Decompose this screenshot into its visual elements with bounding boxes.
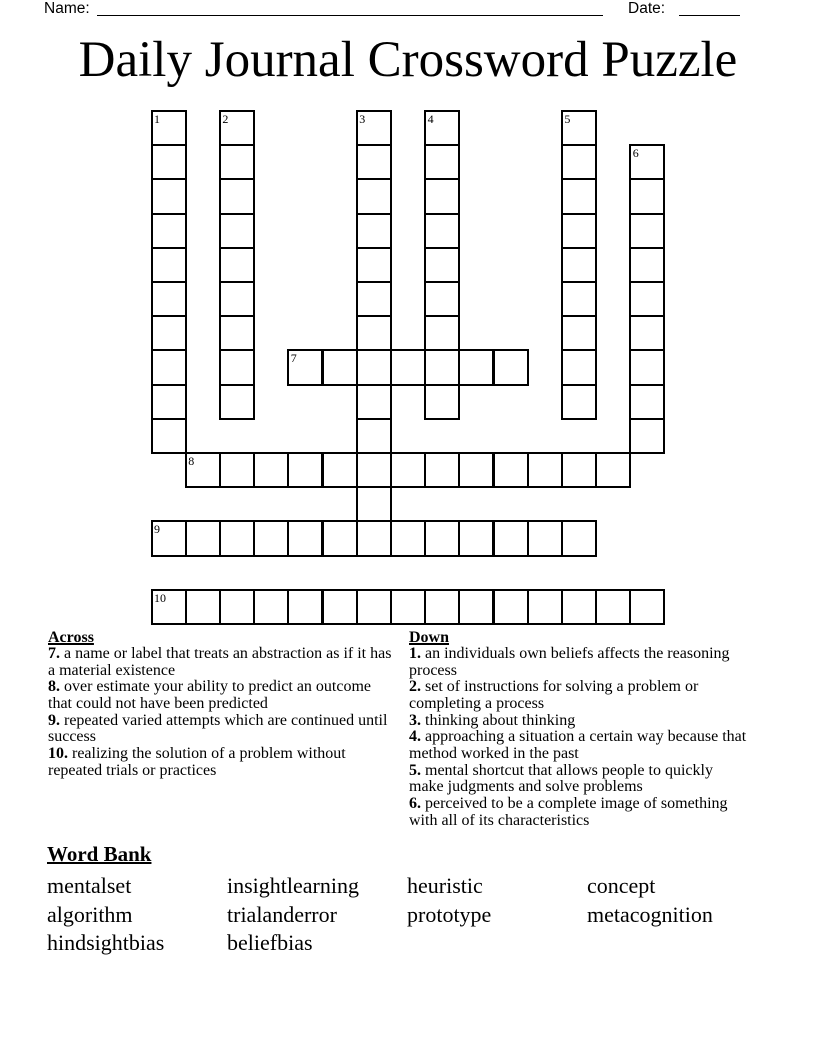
grid-cell[interactable] <box>561 384 597 420</box>
word-bank-columns <box>47 872 767 958</box>
grid-cell[interactable] <box>356 281 392 317</box>
grid-cell[interactable] <box>151 247 187 283</box>
grid-cell[interactable] <box>561 520 597 556</box>
grid-cell[interactable] <box>493 520 529 556</box>
grid-cell[interactable] <box>493 349 529 385</box>
grid-cell[interactable] <box>629 589 665 625</box>
grid-cell[interactable] <box>561 281 597 317</box>
grid-cell[interactable] <box>458 589 494 625</box>
grid-cell[interactable] <box>629 247 665 283</box>
grid-cell[interactable] <box>219 315 255 351</box>
down-clue-1: 1. an individuals own beliefs affects the reasoning process <box>409 645 730 679</box>
word-bank-word: prototype <box>407 901 492 927</box>
grid-cell[interactable] <box>151 213 187 249</box>
grid-cell[interactable] <box>151 281 187 317</box>
grid-cell[interactable] <box>629 178 665 214</box>
grid-cell[interactable] <box>458 520 494 556</box>
across-clue-8: 8. over estimate your ability to predict an outcome that could not have been predicted <box>48 678 372 712</box>
down-clue-6: 6. perceived to be a complete image of something with all of its characteristics <box>409 794 728 829</box>
word-bank-column <box>47 872 227 958</box>
grid-cell[interactable] <box>356 178 392 214</box>
grid-cell-number: 10 <box>154 590 166 605</box>
grid-cell[interactable] <box>424 452 460 488</box>
grid-cell[interactable] <box>219 452 255 488</box>
grid-cell[interactable] <box>629 418 665 454</box>
grid-cell[interactable] <box>595 589 631 625</box>
grid-cell[interactable] <box>287 589 323 625</box>
grid-cell[interactable] <box>356 213 392 249</box>
grid-cell[interactable] <box>561 452 597 488</box>
word-bank-column <box>407 872 587 958</box>
name-label: Name: <box>44 0 90 17</box>
grid-cell[interactable] <box>151 418 187 454</box>
across-heading: Across <box>48 629 94 646</box>
clue-number: 6. <box>409 794 421 812</box>
word-bank-word: insightlearning <box>227 873 359 898</box>
grid-cell[interactable] <box>595 452 631 488</box>
clue-number: 9. <box>48 711 60 729</box>
grid-cell-number: 6 <box>632 146 639 161</box>
grid-cell[interactable] <box>561 589 597 625</box>
word-bank-column <box>227 872 407 958</box>
grid-cell[interactable] <box>561 349 597 385</box>
grid-cell[interactable] <box>253 589 289 625</box>
grid-cell[interactable] <box>219 213 255 249</box>
across-clue-list <box>48 646 393 779</box>
down-clue-5: 5. mental shortcut that allows people to quickly make judgments and solve problems <box>409 761 713 796</box>
grid-cell[interactable] <box>561 247 597 283</box>
word-bank-word: beliefbias <box>227 930 313 955</box>
grid-cell[interactable] <box>629 281 665 317</box>
grid-cell[interactable] <box>287 452 323 488</box>
word-bank-heading: Word Bank <box>47 842 152 866</box>
word-bank-word: heuristic <box>407 873 483 898</box>
grid-cell[interactable] <box>219 384 255 420</box>
grid-cell[interactable] <box>356 589 392 625</box>
grid-cell[interactable] <box>424 247 460 283</box>
grid-cell[interactable] <box>424 178 460 214</box>
grid-cell[interactable] <box>322 349 358 385</box>
grid-cell[interactable] <box>151 178 187 214</box>
grid-cell-number: 5 <box>564 112 571 126</box>
word-bank-column <box>587 872 767 958</box>
grid-cell[interactable] <box>390 520 426 556</box>
grid-cell[interactable] <box>493 589 529 625</box>
grid-cell[interactable] <box>424 281 460 317</box>
grid-cell[interactable] <box>219 589 255 625</box>
grid-cell[interactable] <box>253 520 289 556</box>
clue-number: 4. <box>409 728 421 746</box>
word-bank-word: concept <box>587 873 656 898</box>
clue-number: 7. <box>48 645 60 662</box>
down-section <box>409 629 748 829</box>
grid-cell-number: 2 <box>222 112 229 126</box>
grid-cell[interactable] <box>356 315 392 351</box>
grid-cell[interactable] <box>390 589 426 625</box>
grid-cell[interactable] <box>424 384 460 420</box>
grid-cell-number: 3 <box>359 112 366 126</box>
grid-cell[interactable] <box>629 349 665 385</box>
grid-cell[interactable] <box>458 349 494 385</box>
grid-cell[interactable] <box>151 315 187 351</box>
grid-cell[interactable] <box>424 213 460 249</box>
grid-cell[interactable] <box>151 144 187 180</box>
grid-cell[interactable] <box>356 452 392 488</box>
grid-cell[interactable] <box>356 349 392 385</box>
grid-cell-number: 9 <box>154 522 160 537</box>
grid-cell[interactable] <box>629 384 665 420</box>
grid-cell[interactable] <box>219 281 255 317</box>
grid-cell[interactable] <box>561 213 597 249</box>
grid-cell[interactable] <box>151 349 187 385</box>
grid-cell[interactable] <box>253 452 289 488</box>
down-clue-2: 2. set of instructions for solving a problem or completing a process <box>409 678 699 712</box>
word-bank-word: mentalset <box>47 873 132 898</box>
grid-cell[interactable] <box>390 349 426 385</box>
grid-cell[interactable] <box>424 349 460 385</box>
clue-number: 10. <box>48 744 68 762</box>
grid-cell[interactable] <box>219 144 255 180</box>
grid-cell[interactable] <box>219 520 255 556</box>
clue-number: 3. <box>409 711 421 729</box>
word-bank-word: algorithm <box>47 901 133 927</box>
grid-cell[interactable] <box>629 213 665 249</box>
grid-cell[interactable] <box>356 486 392 522</box>
grid-cell[interactable] <box>356 247 392 283</box>
name-blank-line[interactable] <box>97 2 603 16</box>
down-clue-4: 4. approaching a situation a certain way because that method worked in the past <box>409 728 747 762</box>
grid-cell[interactable] <box>322 589 358 625</box>
word-bank-section <box>47 842 767 958</box>
grid-cell[interactable] <box>561 144 597 180</box>
grid-cell[interactable] <box>287 520 323 556</box>
grid-cell[interactable] <box>219 247 255 283</box>
grid-cell[interactable] <box>424 144 460 180</box>
grid-cell-number: 4 <box>427 112 434 126</box>
grid-cell[interactable] <box>151 384 187 420</box>
date-blank-line[interactable] <box>679 2 740 16</box>
down-heading: Down <box>409 629 450 646</box>
grid-cell[interactable] <box>356 384 392 420</box>
grid-cell[interactable] <box>322 520 358 556</box>
grid-cell[interactable] <box>527 452 563 488</box>
grid-cell-number: 1 <box>154 112 160 126</box>
clue-number: 1. <box>409 645 421 662</box>
grid-cell[interactable] <box>356 418 392 454</box>
grid-cell[interactable] <box>561 315 597 351</box>
down-clue-3: 3. thinking about thinking <box>409 711 576 729</box>
grid-cell[interactable] <box>629 315 665 351</box>
word-bank-word: metacognition <box>587 901 713 927</box>
grid-cell[interactable] <box>527 520 563 556</box>
grid-cell[interactable] <box>561 178 597 214</box>
grid-cell[interactable] <box>185 589 221 625</box>
grid-cell[interactable] <box>185 520 221 556</box>
grid-cell[interactable] <box>322 452 358 488</box>
across-section <box>48 629 393 779</box>
grid-cell[interactable] <box>356 520 392 556</box>
across-clue-10: 10. realizing the solution of a problem without repeated trials or practices <box>48 744 346 779</box>
clue-number: 2. <box>409 678 421 696</box>
grid-cell-number: 7 <box>290 351 297 366</box>
page-title: Daily Journal Crossword Puzzle <box>78 32 738 88</box>
grid-cell[interactable] <box>424 315 460 351</box>
word-bank-word: hindsightbias <box>47 930 165 955</box>
clue-number: 5. <box>409 761 421 779</box>
grid-cell[interactable] <box>424 589 460 625</box>
grid-cell-number: 8 <box>188 454 195 468</box>
grid-cell[interactable] <box>390 452 426 488</box>
word-bank-word: trialanderror <box>227 901 337 927</box>
grid-cell[interactable] <box>356 144 392 180</box>
across-clue-7: 7. a name or label that treats an abstraction as if it has a material existence <box>48 645 392 679</box>
down-clue-list <box>409 646 748 829</box>
grid-cell[interactable] <box>424 520 460 556</box>
clue-number: 8. <box>48 678 60 696</box>
grid-cell[interactable] <box>493 452 529 488</box>
grid-cell[interactable] <box>527 589 563 625</box>
grid-cell[interactable] <box>219 349 255 385</box>
across-clue-9: 9. repeated varied attempts which are continued until success <box>48 711 388 746</box>
grid-cell[interactable] <box>219 178 255 214</box>
grid-cell[interactable] <box>458 452 494 488</box>
date-label: Date: <box>628 0 666 17</box>
